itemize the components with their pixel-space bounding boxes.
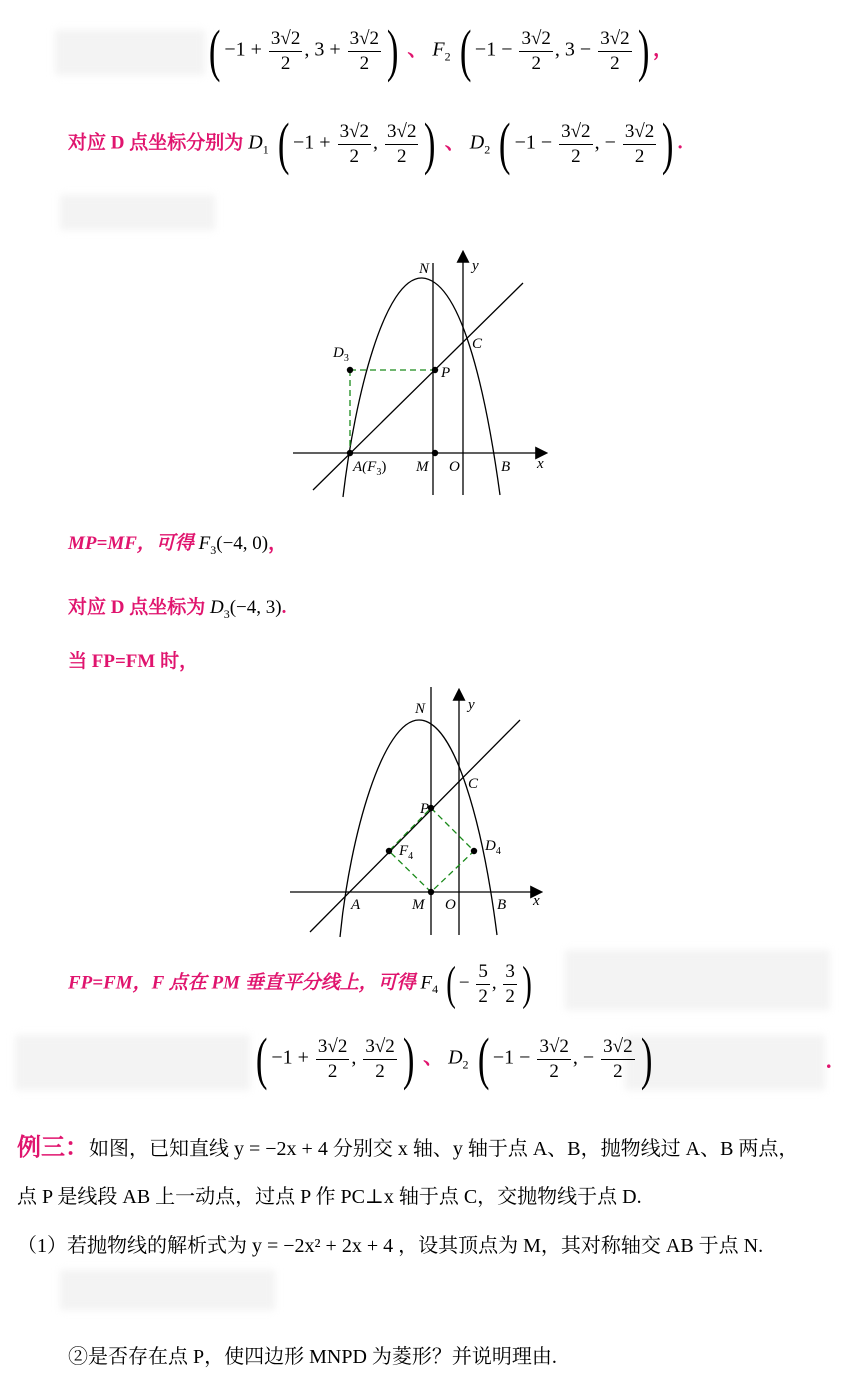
label-y: y: [472, 258, 479, 274]
label-c: C: [472, 336, 483, 352]
example-question-2: ②是否存在点 P，使四边形 MNPD 为菱形？并说明理由.: [68, 1346, 557, 1368]
label-c: C: [468, 776, 479, 792]
label-p: P: [441, 365, 451, 381]
fraction: $\frac{3√2}{2}$: [270, 27, 301, 74]
f4-result: FP=FM，F 点在 PM 垂直平分线上，可得 $F_4$ ( − $\frac{5}{2}$ , $\frac{3}{2}$ ): [68, 957, 532, 1010]
fraction: $\frac{3√2}{2}$: [365, 1035, 395, 1082]
point-f4: [386, 848, 392, 854]
label-m: M: [412, 897, 425, 913]
fraction: $\frac{3√2}{2}$: [600, 27, 630, 74]
fraction: $\frac{3√2}{2}$: [624, 120, 655, 167]
point-d3: [347, 367, 353, 373]
label-d3: $D_3$: [333, 345, 349, 364]
faded-area-under-row2: [60, 195, 215, 230]
label-b: B: [497, 897, 507, 913]
label-d4: $D_4$: [485, 838, 501, 857]
faded-area-left-line7: [15, 1035, 250, 1090]
label-o: O: [445, 897, 456, 913]
label-o: O: [449, 459, 460, 475]
label-x: x: [537, 456, 544, 472]
fraction: $\frac{3√2}{2}$: [539, 1035, 569, 1082]
fraction: $\frac{3√2}{2}$: [317, 1035, 348, 1082]
d3-coordinates: 对应 D 点坐标为 $D_3(-4$, 3).: [68, 597, 287, 621]
fraction: $\frac{5}{2}$: [478, 960, 488, 1007]
point-p: [432, 367, 438, 373]
point-a: [347, 450, 353, 456]
mp-mf-result: MP=MF，可得 $F_3(-4$, 0)，: [68, 533, 288, 557]
label-n: N: [419, 261, 430, 277]
label-a: $A(F_3)$: [353, 459, 387, 478]
d-coordinates-row: 对应 D 点坐标分别为 $D_1$ ( −1 + $\frac{3√2}{2}$ , $\frac{3√2}{2}$ ) 、 $D_2$ ( −1 − $\frac{3√2}{2}$ , − $\frac{3√2}{2}$ ) .: [68, 111, 683, 176]
figure-square-mpdf3: [285, 245, 555, 500]
case-fp-fm: 当 FP=FM 时，: [68, 651, 199, 672]
point-m: [428, 889, 434, 895]
figure-square-pf4md4: [285, 685, 555, 940]
label-p: P: [420, 801, 430, 817]
f-coordinates-row: ( −1 + $\frac{3√2}{2}$ , 3 + $\frac{3√2}{2}$ ) 、 $F_2$ ( −1 − $\frac{3√2}{2}$ , 3 − $\frac{3√2}{2}$ ) ，: [208, 18, 673, 83]
line7-end-dot: .: [826, 1048, 832, 1073]
label-x: x: [533, 893, 540, 909]
example-line-2: 点 P 是线段 AB 上一动点，过点 P 作 PC⊥x 轴于点 C，交抛物线于点 D.: [17, 1186, 642, 1208]
label-n: N: [415, 701, 426, 717]
fraction: $\frac{3√2}{2}$: [521, 27, 551, 74]
fraction: $\frac{3√2}{2}$: [561, 120, 591, 167]
label-b: B: [501, 459, 511, 475]
fraction: $\frac{3√2}{2}$: [339, 120, 370, 167]
point-d4: [471, 848, 477, 854]
label-y: y: [468, 697, 475, 713]
fraction: $\frac{3√2}{2}$: [603, 1035, 633, 1082]
faded-area-under-question: [60, 1270, 275, 1310]
example-title: 例三：: [17, 1135, 89, 1161]
label-f4: $F_4$: [399, 843, 414, 862]
fraction: $\frac{3√2}{2}$: [349, 27, 380, 74]
point-m: [432, 450, 438, 456]
label-m: M: [416, 459, 429, 475]
example-question-1: （1）若抛物线的解析式为 y = −2x² + 2x + 4 ，设其顶点为 M，其对称轴交 AB 于点 N.: [17, 1235, 764, 1257]
fraction: $\frac{3}{2}$: [505, 960, 515, 1007]
faded-area-top-left: [55, 30, 205, 75]
faded-area-right-line6: [565, 950, 830, 1010]
example-line-1: 例三：如图，已知直线 y = −2x + 4 分别交 x 轴、y 轴于点 A、B，抛物线过 A、B 两点，: [17, 1135, 799, 1161]
d-coordinates-row-2: ( −1 + $\frac{3√2}{2}$ , $\frac{3√2}{2}$ ) 、 $D_2$ ( −1 − $\frac{3√2}{2}$ , − $\frac{3√2}{2}$ ): [255, 1026, 653, 1091]
fraction: $\frac{3√2}{2}$: [387, 120, 417, 167]
label-a: A: [351, 897, 361, 913]
